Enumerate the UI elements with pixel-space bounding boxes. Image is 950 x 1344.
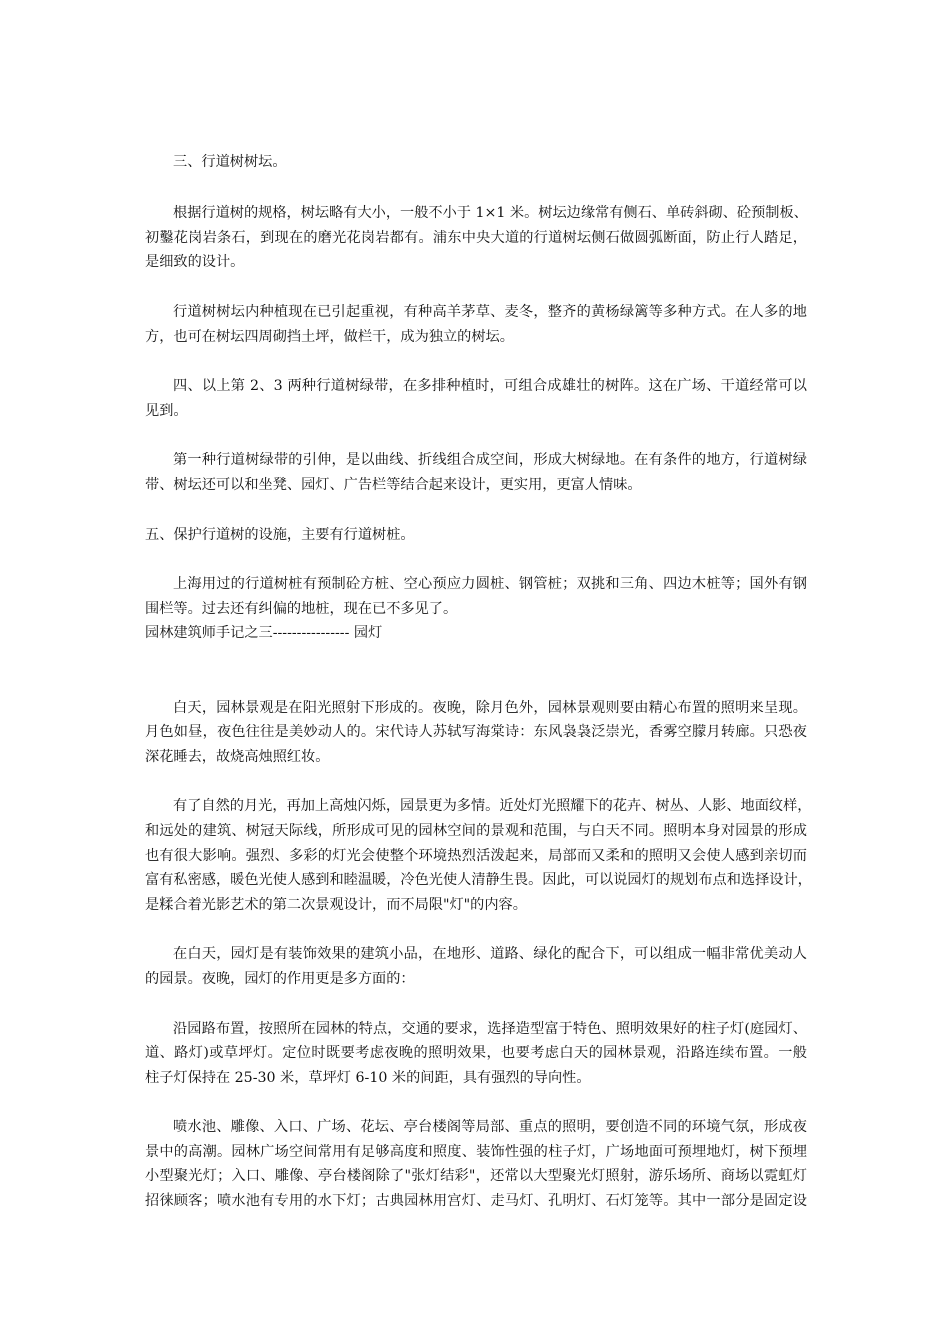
paragraph-line: 小型聚光灯；入口、雕像、亭台楼阁除了"张灯结彩"，还常以大型聚光灯照射，游乐场所、商场以霓虹灯 [145,1168,807,1184]
paragraph-line: 方，也可在树坛四周砌挡土坪，做栏干，成为独立的树坛。 [145,329,514,345]
paragraph-line: 有了自然的月光，再加上高烛闪烁，园景更为多情。近处灯光照耀下的花卉、树丛、人影、地面纹样， [173,798,812,814]
paragraph-line: 白天，园林景观是在阳光照射下形成的。夜晚，除月色外，园林景观则要由精心布置的照明来呈现。 [173,700,807,716]
section-heading-5: 五、保护行道树的设施，主要有行道树桩。 [145,527,415,543]
paragraph-line: 喷水池、雕像、入口、广场、花坛、亭台楼阁等局部、重点的照明，要创造不同的环境气氛，形成夜 [173,1119,807,1135]
paragraph-line: 第一种行道树绿带的引伸，是以曲线、折线组合成空间，形成大树绿地。在有条件的地方，行道树绿 [173,452,807,468]
paragraph-line: 柱子灯保持在 25-30 米，草坪灯 6-10 米的间距，具有强烈的导向性。 [145,1070,591,1086]
paragraph-line: 是细致的设计。 [145,254,245,270]
paragraph-line: 富有私密感，暖色光使人感到和睦温暖，冷色光使人清静生畏。因此，可以说园灯的规划布点和选择设计， [145,872,812,888]
paragraph-line: 招徕顾客；喷水池有专用的水下灯；古典园林用宫灯、走马灯、孔明灯、石灯笼等。其中一部分是固定设 [145,1193,807,1209]
paragraph-line: 的园景。夜晚，园灯的作用更是多方面的： [145,971,415,987]
paragraph-line: 行道树树坛内种植现在已引起重视，有种高羊茅草、麦冬，整齐的黄杨绿篱等多种方式。在人多的地 [173,304,807,320]
article-title: 园林建筑师手记之三---------------- 园灯 [145,625,383,641]
paragraph-line: 根据行道树的规格，树坛略有大小，一般不小于 1×1 米。树坛边缘常有侧石、单砖斜砌、砼预制板、 [173,205,808,221]
paragraph-line: 也有很大影响。强烈、多彩的灯光会使整个环境热烈活泼起来，局部而又柔和的照明又会使人感到亲切而 [145,848,807,864]
paragraph-line: 上海用过的行道树桩有预制砼方桩、空心预应力圆桩、钢管桩；双挑和三角、四边木桩等；国外有钢 [173,576,807,592]
paragraph-line: 带、树坛还可以和坐凳、园灯、广告栏等结合起来设计，更实用，更富人情味。 [145,477,642,493]
section-heading-3: 三、行道树树坛。 [173,154,287,170]
paragraph-line: 在白天，园灯是有装饰效果的建筑小品，在地形、道路、绿化的配合下，可以组成一幅非常优美动人 [173,946,807,962]
paragraph-line: 沿园路布置，按照所在园林的特点，交通的要求，选择造型富于特色、照明效果好的柱子灯(庭园灯、 [173,1021,807,1037]
paragraph-line: 景中的高潮。园林广场空间常用有足够高度和照度、装饰性强的柱子灯，广场地面可预埋地灯，树下预埋 [145,1144,807,1160]
paragraph-line: 围栏等。过去还有纠偏的地桩，现在已不多见了。 [145,601,458,617]
paragraph-line: 初鑿花岗岩条石，到现在的磨光花岗岩都有。浦东中央大道的行道树坛侧石做圆弧断面，防止行人踏足， [145,230,807,246]
paragraph-line: 道、路灯)或草坪灯。定位时既要考虑夜晚的照明效果，也要考虑白天的园林景观，沿路连续布置。一般 [145,1045,807,1061]
paragraph-line: 和远处的建筑、树冠天际线，所形成可见的园林空间的景观和范围，与白天不同。照明本身对园景的形成 [145,823,807,839]
paragraph-line: 深花睡去，故烧高烛照红妆。 [145,749,330,765]
paragraph-line: 月色如昼，夜色往往是美妙动人的。宋代诗人苏轼写海棠诗：东风袅袅泛崇光，香雾空朦月转廊。只恐夜 [145,724,807,740]
paragraph-line: 是糅合着光影艺术的第二次景观设计，而不局限"灯"的内容。 [145,897,527,913]
section-heading-4: 四、以上第 2、3 两种行道树绿带，在多排种植时，可组合成雄壮的树阵。这在广场、干道经常可以 [173,378,807,394]
paragraph-line: 见到。 [145,403,188,419]
